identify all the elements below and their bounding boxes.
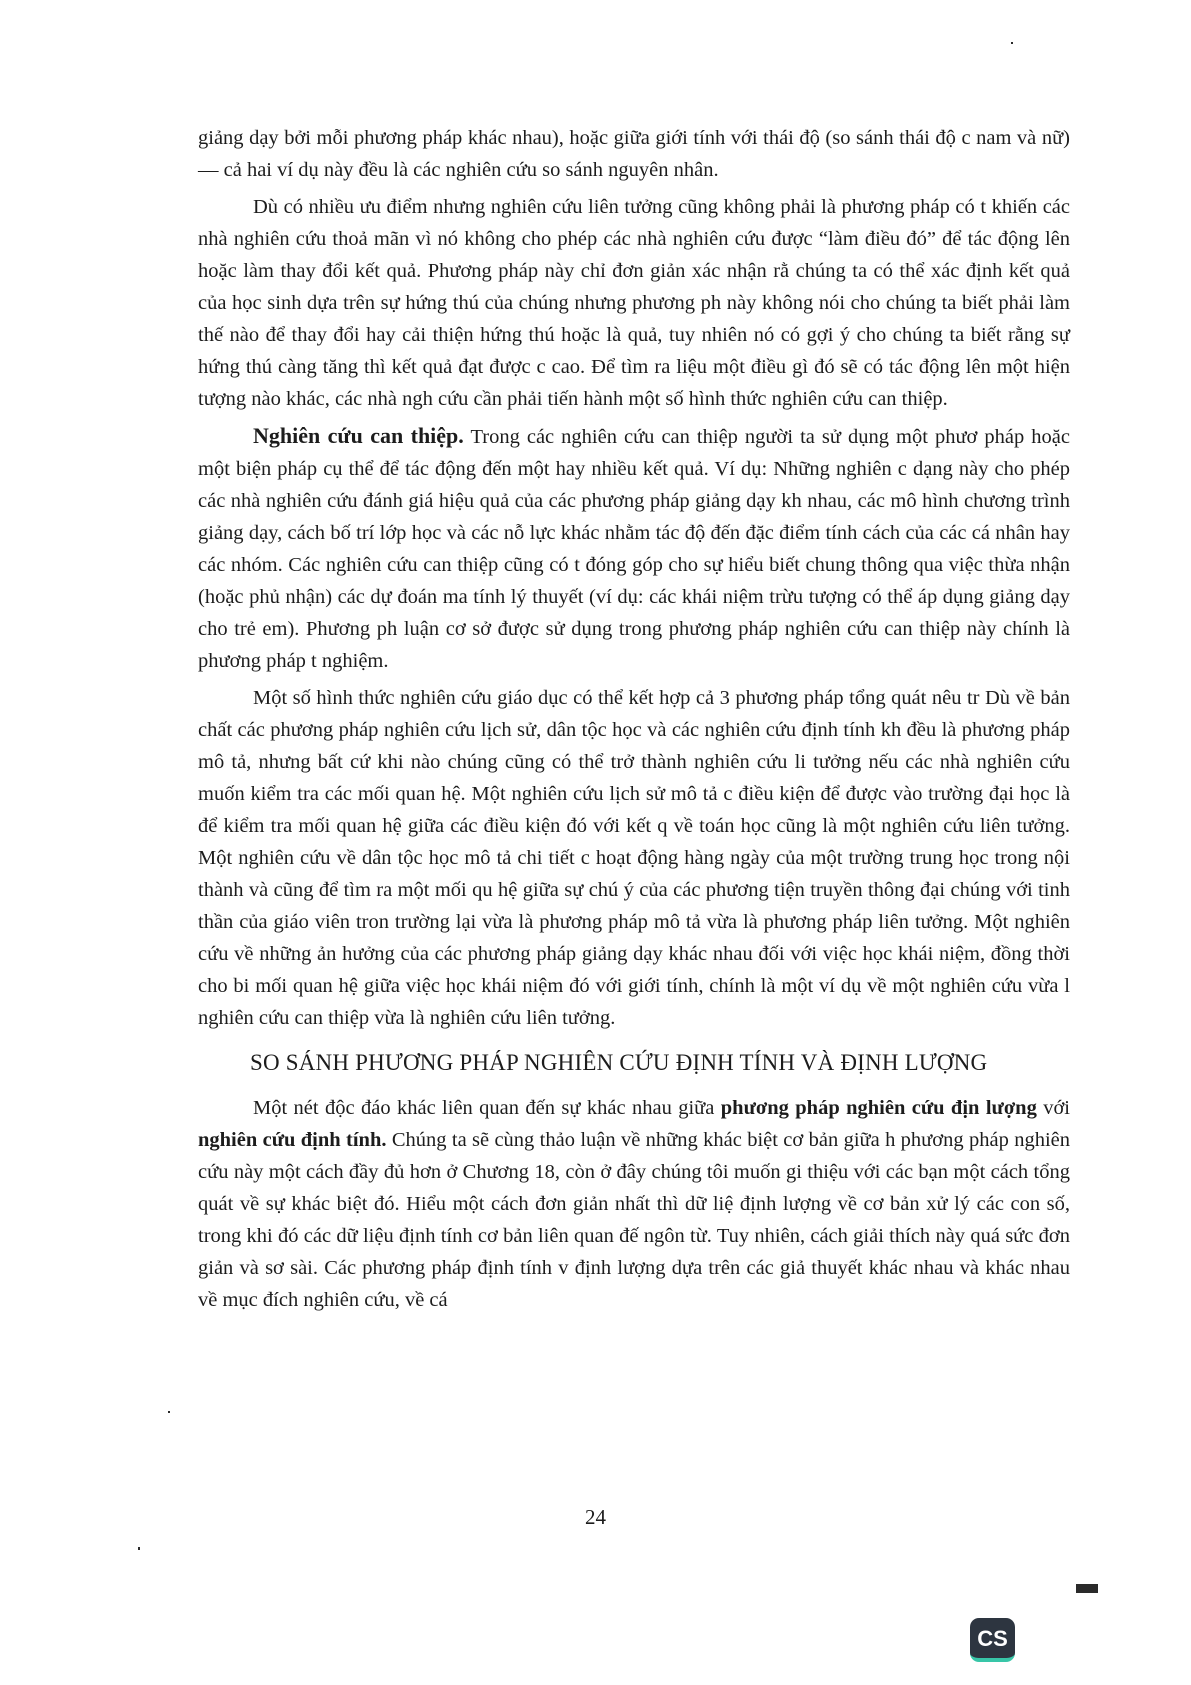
paragraph-qualitative-quantitative xyxy=(198,1092,1070,1316)
paragraph-continuation: giảng dạy bởi mỗi phương pháp khác nhau), hoặc giữa giới tính với thái độ (so sánh thái độ c nam và nữ) — cả hai ví dụ này đều là các nghiên cứu so sánh nguyên nhân. xyxy=(198,127,1070,181)
paragraph-text: Trong các nghiên cứu can thiệp người ta sử dụng một phươ pháp hoặc một biện pháp cụ thể để tác động đến một hay nhiều kết quả. Ví dụ: Những nghiên c dạng này cho phép các nhà nghiên cứu đánh giá hiệu quả của các phương pháp giảng dạy kh nhau, các mô hình chương trình giảng dạy, cách bố trí lớp học và các nỗ lực khác nhằm tác độ đến đặc điểm tính cách của các cá nhân hay các nhóm. Các nghiên cứu can thiệp cũng có t đóng góp cho sự hiểu biết chung thông qua việc thừa nhận (hoặc phủ nhận) các dự đoán ma tính lý thuyết (ví dụ: các khái niệm trừu tượng có thể áp dụng giảng dạy cho trẻ em). Phương ph luận cơ sở được sử dụng trong phương pháp nghiên cứu can thiệp này chính là phương pháp t nghiệm. xyxy=(198,426,1070,672)
text-segment: Chúng ta sẽ cùng thảo luận về những khác biệt cơ bản giữa h phương pháp nghiên cứu này một cách đầy đủ hơn ở Chương 18, còn ở đây chúng tôi muốn gi thiệu với các bạn một cách tổng quát về sự khác biệt đó. Hiểu một cách đơn giản nhất thì dữ liệ định lượng về cơ bản xử lý các con số, trong khi đó các dữ liệu định tính cơ bản liên quan đế ngôn từ. Tuy nhiên, cách giải thích này quá sức đơn giản và sơ sài. Các phương pháp định tính v định lượng dựa trên các giả thuyết khác nhau và khác nhau về mục đích nghiên cứu, về cá xyxy=(198,1129,1070,1311)
text-segment: Một nét độc đáo khác liên quan đến sự khác nhau giữa xyxy=(253,1097,721,1119)
camscanner-logo: CS xyxy=(970,1618,1015,1662)
bold-term: nghiên cứu định tính. xyxy=(198,1129,387,1151)
page-body xyxy=(198,122,1070,1321)
paragraph-correlational-limits: Dù có nhiều ưu điểm nhưng nghiên cứu liên tưởng cũng không phải là phương pháp có t khiến các nhà nghiên cứu thoả mãn vì nó không cho phép các nhà nghiên cứu được “làm điều đó” để tác động lên hoặc làm thay đổi kết quả. Phương pháp này chỉ đơn giản xác nhận rằ chúng ta có thể xác định kết quả của học sinh dựa trên sự hứng thú của chúng nhưng phương ph này không nói cho chúng ta biết phải làm thế nào để thay đổi hay cải thiện hứng thú hoặc là quả, tuy nhiên nó có gợi ý cho chúng ta biết rằng sự hứng thú càng tăng thì kết quả đạt được c cao. Để tìm ra liệu một điều gì đó sẽ có tác động lên một hiện tượng nào khác, các nhà ngh cứu cần phải tiến hành một số hình thức nghiên cứu can thiệp. xyxy=(198,196,1070,410)
run-in-heading: Nghiên cứu can thiệp. xyxy=(253,423,464,448)
scan-speck xyxy=(138,1547,140,1550)
section-heading: SO SÁNH PHƯƠNG PHÁP NGHIÊN CỨU ĐỊNH TÍNH VÀ ĐỊNH LƯỢNG xyxy=(250,1050,988,1075)
text-segment: với xyxy=(1036,1097,1071,1119)
paragraph-combined-methods: Một số hình thức nghiên cứu giáo dục có thể kết hợp cả 3 phương pháp tổng quát nêu tr Dù về bản chất các phương pháp nghiên cứu lịch sử, dân tộc học và các nghiên cứu định tính kh đều là phương pháp mô tả, nhưng bất cứ khi nào chúng cũng có thể trở thành nghiên cứu li tưởng nếu các nhà nghiên cứu muốn kiểm tra các mối quan hệ. Một nghiên cứu lịch sử mô tả c điều kiện để được vào trường đại học là để kiểm tra mối quan hệ giữa các điều kiện đó với kết q về toán học cũng là một nghiên cứu liên tưởng. Một nghiên cứu về dân tộc học mô tả chi tiết c hoạt động hàng ngày của một trường trung học trong nội thành và cũng để tìm ra một mối qu hệ giữa sự chú ý của các phương tiện truyền thông đại chúng với tinh thần của giáo viên tron trường lại vừa là phương pháp mô tả vừa là phương pháp liên tưởng. Một nghiên cứu về những ản hưởng của các phương pháp giảng dạy khác nhau đối với việc học khái niệm, đồng thời cho bi mối quan hệ giữa việc học khái niệm đó với giới tính, chính là một ví dụ về một nghiên cứu vừa l nghiên cứu can thiệp vừa là nghiên cứu liên tưởng. xyxy=(198,687,1070,1029)
scan-speck xyxy=(168,1411,170,1413)
page-number: 24 xyxy=(585,1505,606,1529)
scan-mark xyxy=(1076,1584,1098,1593)
paragraph-intervention-research xyxy=(198,420,1070,677)
scan-speck xyxy=(1011,42,1013,44)
bold-term: phương pháp nghiên cứu địn lượng xyxy=(720,1097,1037,1119)
